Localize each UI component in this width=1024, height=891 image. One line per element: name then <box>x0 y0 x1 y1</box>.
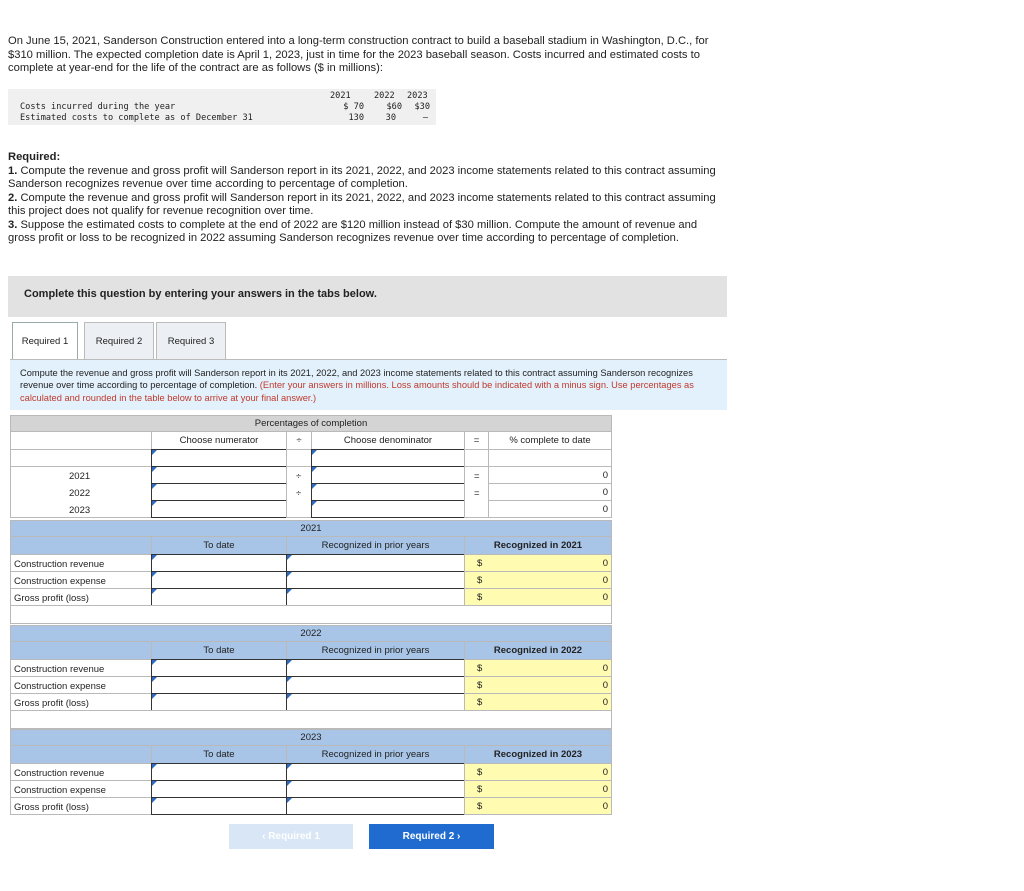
pct-divide-column <box>286 466 312 518</box>
costs-value: – <box>422 113 428 123</box>
chevron-right-icon: › <box>454 831 461 842</box>
pct-numerator-header: Choose numerator <box>151 431 287 450</box>
to-date-input[interactable] <box>151 676 287 694</box>
recognized-cell: $ 0 <box>464 676 612 694</box>
pct-header-blank <box>10 431 152 450</box>
pct-row-blank <box>10 449 152 467</box>
costs-table <box>8 89 436 125</box>
prior-years-input[interactable] <box>286 780 465 798</box>
section-header-blank <box>10 745 152 764</box>
row-label: Construction revenue <box>10 554 152 572</box>
prior-years-input[interactable] <box>286 571 465 589</box>
costs-value: $30 <box>414 102 430 112</box>
costs-year: 2021 <box>330 91 351 101</box>
recognized-cell: $ 0 <box>464 659 612 677</box>
pct-numerator-input-2022[interactable] <box>151 483 287 501</box>
section-header-blank <box>10 641 152 660</box>
to-date-input[interactable] <box>151 763 287 781</box>
to-date-header: To date <box>151 536 287 555</box>
section-header-blank <box>10 536 152 555</box>
tab-instructions: Compute the revenue and gross profit will Sanderson report in its 2021, 2022, and 2023 income statements related to this contract assuming Sanderson recognizes revenue over time according to percentage of completion. (Enter your answers in millions. Loss amounts should be indicated with a minus sign. Use percentages as calculated and rounded in the table below to arrive at your final answer.) <box>10 359 727 410</box>
prior-years-header: Recognized in prior years <box>286 745 465 764</box>
instruction-banner-text: Complete this question by entering your answers in the tabs below. <box>24 288 377 300</box>
to-date-header: To date <box>151 641 287 660</box>
prior-years-input[interactable] <box>286 659 465 677</box>
instruction-banner <box>8 276 727 317</box>
row-label: Construction revenue <box>10 763 152 781</box>
prior-years-header: Recognized in prior years <box>286 536 465 555</box>
to-date-header: To date <box>151 745 287 764</box>
section-year-2023: 2023 <box>10 729 612 746</box>
costs-row-label: Costs incurred during the year <box>20 102 176 112</box>
to-date-input[interactable] <box>151 554 287 572</box>
row-label: Gross profit (loss) <box>10 693 152 711</box>
pct-years-column <box>10 466 152 518</box>
pct-title: Percentages of completion <box>10 415 612 432</box>
tab-required-3[interactable]: Required 3 <box>156 322 226 359</box>
next-button[interactable]: Required 2 › <box>369 824 494 849</box>
recognized-cell: $ 0 <box>464 554 612 572</box>
recognized-cell: $ 0 <box>464 797 612 815</box>
to-date-input[interactable] <box>151 588 287 606</box>
pct-year: 2021 <box>69 471 91 482</box>
pct-result-header: % complete to date <box>488 431 612 450</box>
pct-equals-header: = <box>464 431 489 450</box>
recognized-header: Recognized in 2021 <box>464 536 612 555</box>
costs-value: 30 <box>385 113 396 123</box>
pct-denominator-input-2023[interactable] <box>311 500 465 518</box>
pct-denominator-header: Choose denominator <box>311 431 465 450</box>
prior-years-input[interactable] <box>286 554 465 572</box>
to-date-input[interactable] <box>151 780 287 798</box>
prior-years-input[interactable] <box>286 676 465 694</box>
section-spacer <box>10 605 612 624</box>
costs-year: 2022 <box>374 91 395 101</box>
prior-years-header: Recognized in prior years <box>286 641 465 660</box>
pct-denominator-input-2022[interactable] <box>311 483 465 501</box>
section-year-2021: 2021 <box>10 520 612 537</box>
row-label: Construction expense <box>10 676 152 694</box>
pct-input[interactable] <box>311 449 465 467</box>
costs-row-label: Estimated costs to complete as of December 31 <box>20 113 253 123</box>
recognized-cell: $ 0 <box>464 693 612 711</box>
prior-years-input[interactable] <box>286 588 465 606</box>
prev-button[interactable]: ‹ Required 1 <box>229 824 353 849</box>
tab-required-1[interactable]: Required 1 <box>12 322 78 360</box>
costs-value: 130 <box>348 113 364 123</box>
section-spacer <box>10 710 612 729</box>
pct-cell <box>464 449 489 467</box>
required-item: 1. Compute the revenue and gross profit will Sanderson report in its 2021, 2022, and 2023 income statements related to this contract assuming Sanderson recognizes revenue over time according to percentage of completion. <box>8 164 716 190</box>
prior-years-input[interactable] <box>286 693 465 711</box>
equals-sign: = <box>474 471 480 482</box>
recognized-cell: $ 0 <box>464 763 612 781</box>
costs-value: $ 70 <box>343 102 364 112</box>
divide-sign: ÷ <box>296 471 302 482</box>
pct-denominator-input-2021[interactable] <box>311 466 465 484</box>
pct-result-2023: 0 <box>488 500 612 518</box>
pct-cell <box>286 449 312 467</box>
row-label: Gross profit (loss) <box>10 588 152 606</box>
row-label: Construction expense <box>10 780 152 798</box>
problem-intro: On June 15, 2021, Sanderson Construction entered into a long-term construction contract to build a baseball stadium in Washington, D.C., for $310 million. The expected completion date is April 1, 2023, just in time for the 2023 baseball season. Costs incurred and estimated costs to complete at year-end for the life of the contract are as follows ($ in millions): <box>8 35 709 74</box>
recognized-cell: $ 0 <box>464 588 612 606</box>
recognized-header: Recognized in 2022 <box>464 641 612 660</box>
section-year-2022: 2022 <box>10 625 612 642</box>
row-label: Construction expense <box>10 571 152 589</box>
to-date-input[interactable] <box>151 571 287 589</box>
divide-sign: ÷ <box>296 488 302 499</box>
equals-sign: = <box>474 488 480 499</box>
chevron-left-icon: ‹ <box>262 831 269 842</box>
costs-year: 2023 <box>407 91 428 101</box>
required-item: 2. Compute the revenue and gross profit will Sanderson report in its 2021, 2022, and 2023 income statements related to this contract assuming this project does not qualify for revenue recognition over time. <box>8 191 716 217</box>
to-date-input[interactable] <box>151 797 287 815</box>
pct-result-2021: 0 <box>488 466 612 484</box>
to-date-input[interactable] <box>151 659 287 677</box>
required-title: Required: <box>8 151 61 163</box>
recognized-header: Recognized in 2023 <box>464 745 612 764</box>
recognized-cell: $ 0 <box>464 571 612 589</box>
prior-years-input[interactable] <box>286 797 465 815</box>
prior-years-input[interactable] <box>286 763 465 781</box>
row-label: Gross profit (loss) <box>10 797 152 815</box>
to-date-input[interactable] <box>151 693 287 711</box>
pct-numerator-input-2023[interactable] <box>151 500 287 518</box>
required-item: 3. Suppose the estimated costs to complete at the end of 2022 are $120 million instead of $30 million. Compute the amount of revenue and gross profit or loss to be recognized in 2022 assuming Sanderson recognizes revenue over time according to percentage of completion. <box>8 218 698 244</box>
recognized-cell: $ 0 <box>464 780 612 798</box>
pct-year: 2022 <box>69 488 91 499</box>
tab-required-2[interactable]: Required 2 <box>84 322 154 359</box>
pct-numerator-input-2021[interactable] <box>151 466 287 484</box>
required-section <box>8 151 723 246</box>
pct-cell <box>488 449 612 467</box>
pct-year: 2023 <box>69 505 91 516</box>
pct-divide-header: ÷ <box>286 431 312 450</box>
row-label: Construction revenue <box>10 659 152 677</box>
costs-value: $60 <box>386 102 402 112</box>
pct-input[interactable] <box>151 449 287 467</box>
pct-result-2022: 0 <box>488 483 612 501</box>
pct-equals-column <box>464 466 489 518</box>
